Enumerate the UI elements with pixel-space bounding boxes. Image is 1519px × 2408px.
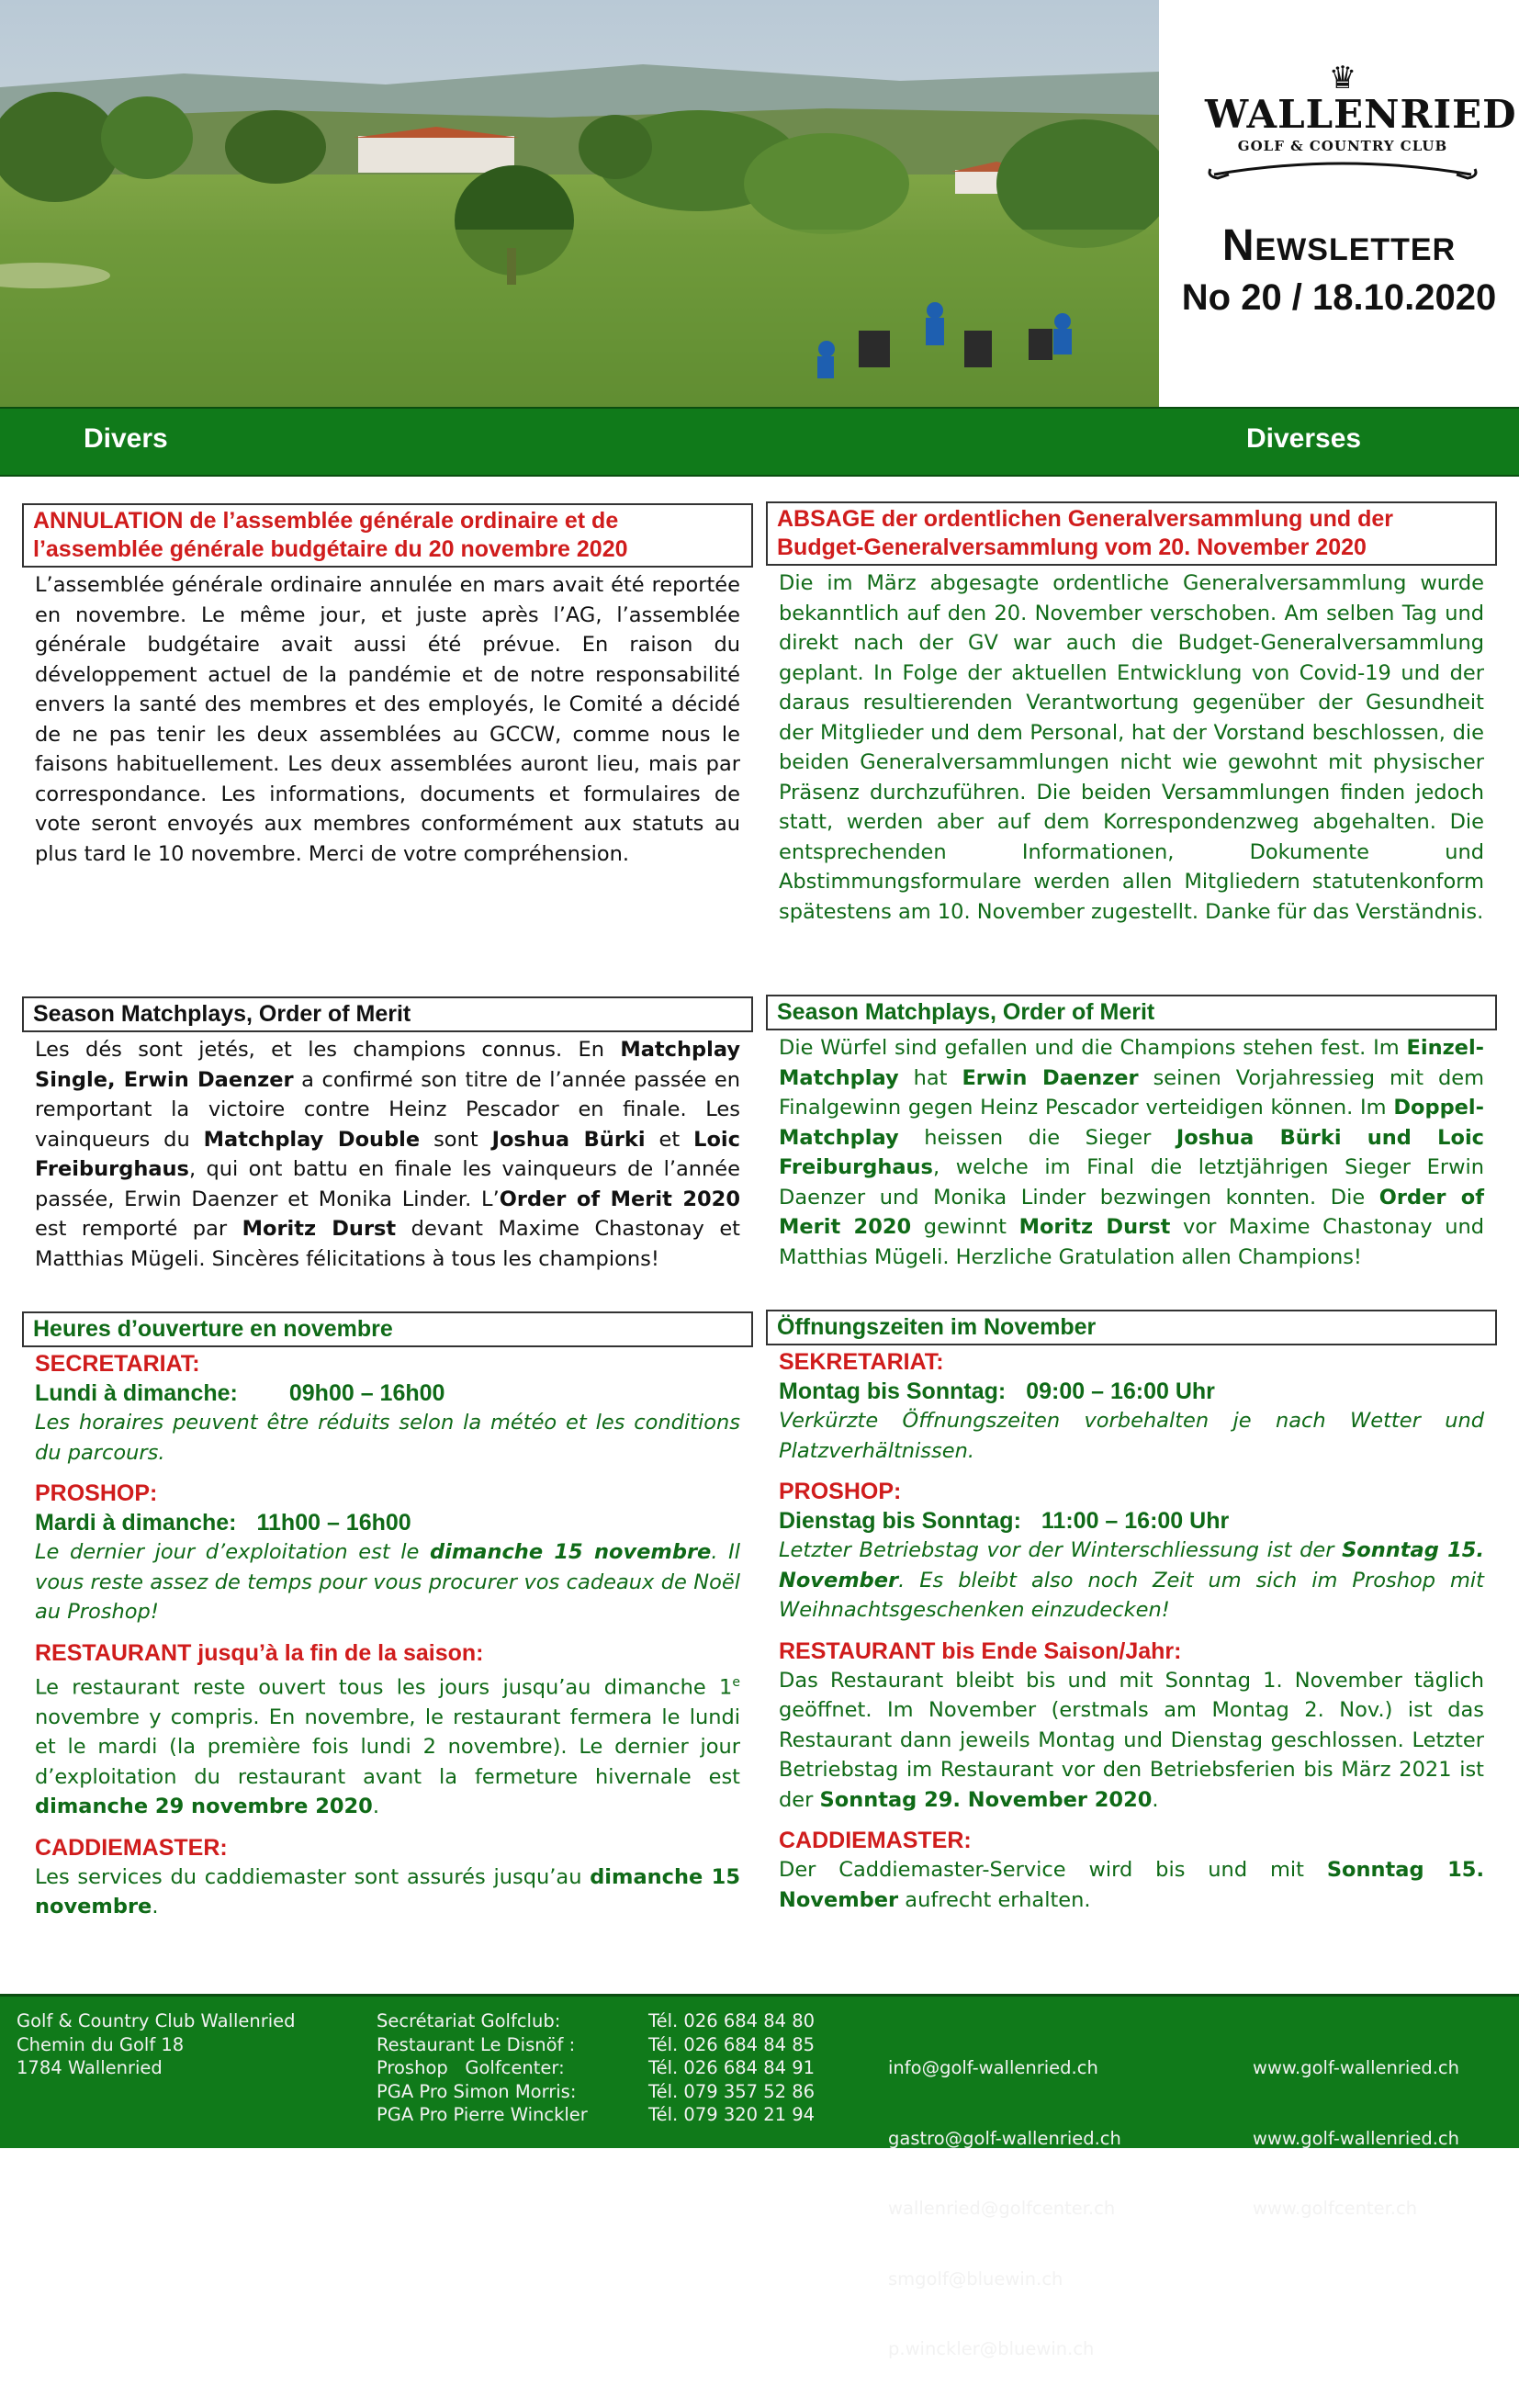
german-matchplay (766, 995, 1497, 1272)
footer-website-link[interactable]: www.golfcenter.ch (1253, 2198, 1418, 2219)
footer-contacts: Secrétariat Golfclub: Restaurant Le Disnöf : Proshop Golfcenter: PGA Pro Simon Morris: PGA Pro Pierre Winckler (377, 2010, 588, 2125)
band-label-de: Diverses (1246, 423, 1362, 454)
de-matchplay-body: Die Würfel sind gefallen und die Champions stehen fest. Im Einzel-Matchplay hat Erwin Daenzer seinen Vorjahressieg mit dem Finalgewinn gegen Heinz Pescador verteidigen können. Im Doppel-Matchplay heissen die Sieger Joshua Bürki und Loic Freiburghaus, welche im Final die letztjährigen Sieger Erwin Daenzer und Monika Linder bezwingen konnten. Die Order of Merit 2020 gewinnt Moritz Durst vor Maxime Chastonay und Matthias Mügeli. Herzliche Gratulation allen Champions! (779, 1036, 1485, 1269)
de-secretariat-note: Verkürzte Öffnungszeiten vorbehalten je nach Wetter und Platzverhältnissen. (779, 1409, 1484, 1463)
de-proshop-label: PROSHOP: (779, 1479, 902, 1504)
newsletter-title: Newsletter (1221, 221, 1457, 270)
footer-website-link[interactable]: www.golf-wallenried.ch (1253, 2057, 1459, 2078)
fr-caddiemaster-label: CADDIEMASTER: (35, 1834, 228, 1861)
fr-hours-title: Heures d’ouverture en novembre (22, 1311, 753, 1347)
fr-caddiemaster-body: Les services du caddiemaster sont assurés jusqu’au dimanche 15 novembre. (35, 1864, 740, 1919)
french-hours (22, 1311, 753, 1922)
de-absage-title: ABSAGE der ordentlichen Generalversammlung und der Budget-Generalversammlung vom 20. November 2020 (766, 501, 1497, 566)
footer-email-link[interactable]: smgolf@bluewin.ch (888, 2267, 1063, 2290)
footer-email-link[interactable]: gastro@golf-wallenried.ch (888, 2127, 1121, 2149)
fr-restaurant-label: RESTAURANT jusqu’à la fin de la saison: (35, 1639, 484, 1666)
fr-matchplay-title: Season Matchplays, Order of Merit (22, 996, 753, 1032)
logo-name: WALLENRIED (1205, 92, 1517, 137)
crown-icon: ♛ (1328, 60, 1357, 96)
de-restaurant-body: Das Restaurant bleibt bis und mit Sonntag 1. November täglich geöffnet. Im November (erstmals am Montag 2. Nov.) ist das Restaurant dann jeweils Montag und Dienstag geschlossen. Letzter Betriebstag im Restaurant vor den Betriebsferien bis März 2021 ist der Sonntag 29. November 2020. (779, 1668, 1484, 1812)
de-restaurant-label: RESTAURANT bis Ende Saison/Jahr: (779, 1637, 1182, 1664)
german-column (766, 501, 1497, 927)
footer-phones: Tél. 026 684 84 80 Tél. 026 684 84 85 Tél. 026 684 84 91 Tél. 079 357 52 86 Tél. 079 320 21 94 (648, 2010, 816, 2125)
german-hours (766, 1310, 1497, 1915)
fr-proshop-hours: Mardi à dimanche: 11h00 – 16h00 (35, 1510, 411, 1536)
logo-subtitle: GOLF & COUNTRY CLUB (1237, 138, 1448, 154)
footer-email-link[interactable]: wallenried@golfcenter.ch (888, 2198, 1116, 2219)
fr-secretariat-note: Les horaires peuvent être réduits selon la météo et les conditions du parcours. (35, 1411, 740, 1465)
french-matchplay (22, 996, 753, 1274)
fr-secretariat-label: SECRETARIAT: (35, 1351, 200, 1377)
de-secretariat-hours: Montag bis Sonntag: 09:00 – 16:00 Uhr (779, 1378, 1215, 1404)
club-logo (1205, 60, 1517, 182)
de-caddiemaster-label: CADDIEMASTER: (779, 1828, 972, 1853)
fr-annulation-title: ANNULATION de l’assemblée générale ordinaire et de l’assemblée générale budgétaire du 20 novembre 2020 (22, 503, 753, 568)
french-column (22, 503, 753, 869)
band-label-fr: Divers (84, 423, 168, 454)
hero-photo (0, 0, 1159, 407)
fr-annulation-body: L’assemblée générale ordinaire annulée en mars avait été reportée en novembre. Le même jour, et juste après l’AG, l’assemblée générale budgétaire avait aussi été prévue. En raison du développement actuel de la pandémie et de notre responsabilité envers la santé des membres et des employés, le Comité a décidé de ne pas tenir les deux assemblées au GCCW, comme nous le faisons habituellement. Les deux assemblées auront lieu, mais par correspondance. Les informations, documents et formulaires de vote seront envoyés aux membres conformément aux statuts au plus tard le 10 novembre. Merci de votre compréhension. (35, 573, 740, 866)
fr-restaurant-body: Le restaurant reste ouvert tous les jours jusqu’au dimanche 1e novembre y compris. En novembre, le restaurant fermera le lundi et le mardi (la première fois lundi 2 novembre). Le dernier jour d’exploitation du restaurant avant la fermeture hivernale est dimanche 29 novembre 2020. (35, 1674, 740, 1818)
footer-emails (888, 2009, 1121, 2408)
footer-websites (1253, 2009, 1459, 2267)
fr-proshop-note: Le dernier jour d’exploitation est le dimanche 15 novembre. Il vous reste assez de temps pour vous procurer vos cadeaux de Noël au Proshop! (35, 1540, 740, 1624)
footer-email-link[interactable]: p.winckler@bluewin.ch (888, 2338, 1095, 2359)
de-proshop-note: Letzter Betriebstag vor der Winterschliessung ist der Sonntag 15. November. Es bleibt also noch Zeit um sich im Proshop mit Weihnachtsgeschenken einzudecken! (779, 1538, 1484, 1622)
fr-matchplay-body: Les dés sont jetés, et les champions connus. En Matchplay Single, Erwin Daenzer a confirmé son titre de l’année passée en remportant la victoire contre Heinz Pescador en finale. Les vainqueurs du Matchplay Double sont Joshua Bürki et Loic Freiburghaus, qui ont battu en finale les vainqueurs de l’année passée, Erwin Daenzer et Monika Linder. L’Order of Merit 2020 est remporté par Moritz Durst devant Maxime Chastonay et Matthias Mügeli. Sincères félicitations à tous les champions! (35, 1038, 741, 1271)
newsletter-issue: No 20 / 18.10.2020 (1181, 277, 1497, 318)
de-absage-body: Die im März abgesagte ordentliche Generalversammlung wurde bekanntlich auf den 20. November verschoben. Am selben Tag und direkt nach der GV war auch die Budget-Generalversammlung geplant. In Folge der aktuellen Entwicklung von Covid-19 und der daraus resultierenden Verantwortung gegenüber der Gesundheit der Mitglieder und dem Personal, hat der Vorstand beschlossen, die beiden Generalversammlungen nicht wie gewohnt mit physischer Präsenz durchzuführen. Die beiden Versammlungen finden jedoch statt, werden aber auf dem Korrespondenzweg abgehalten. Die entsprechenden Informationen, Dokumente und Abstimmungsformulare werden allen Mitgliedern statutenkonform spätestens am 10. November zugestellt. Danke für das Verständnis. (779, 571, 1484, 924)
de-matchplay-title: Season Matchplays, Order of Merit (766, 995, 1497, 1030)
footer-website-link[interactable]: www.golf-wallenried.ch (1253, 2127, 1459, 2149)
fr-secretariat-hours: Lundi à dimanche: 09h00 – 16h00 (35, 1380, 445, 1406)
fr-proshop-label: PROSHOP: (35, 1480, 158, 1506)
de-hours-title: Öffnungszeiten im November (766, 1310, 1497, 1345)
golf-clubs-icon (1205, 156, 1480, 182)
footer (0, 1994, 1519, 2359)
de-secretariat-label: SEKRETARIAT: (779, 1349, 944, 1375)
de-proshop-hours: Dienstag bis Sonntag: 11:00 – 16:00 Uhr (779, 1508, 1230, 1534)
footer-email-link[interactable]: info@golf-wallenried.ch (888, 2057, 1098, 2078)
brand-panel (1159, 0, 1519, 407)
footer-address: Golf & Country Club Wallenried Chemin du Golf 18 1784 Wallenried (17, 2010, 296, 2078)
golf-course-landscape-image (0, 0, 1159, 407)
de-caddiemaster-body: Der Caddiemaster-Service wird bis und mit Sonntag 15. November aufrecht erhalten. (779, 1858, 1484, 1912)
section-band (0, 407, 1519, 477)
